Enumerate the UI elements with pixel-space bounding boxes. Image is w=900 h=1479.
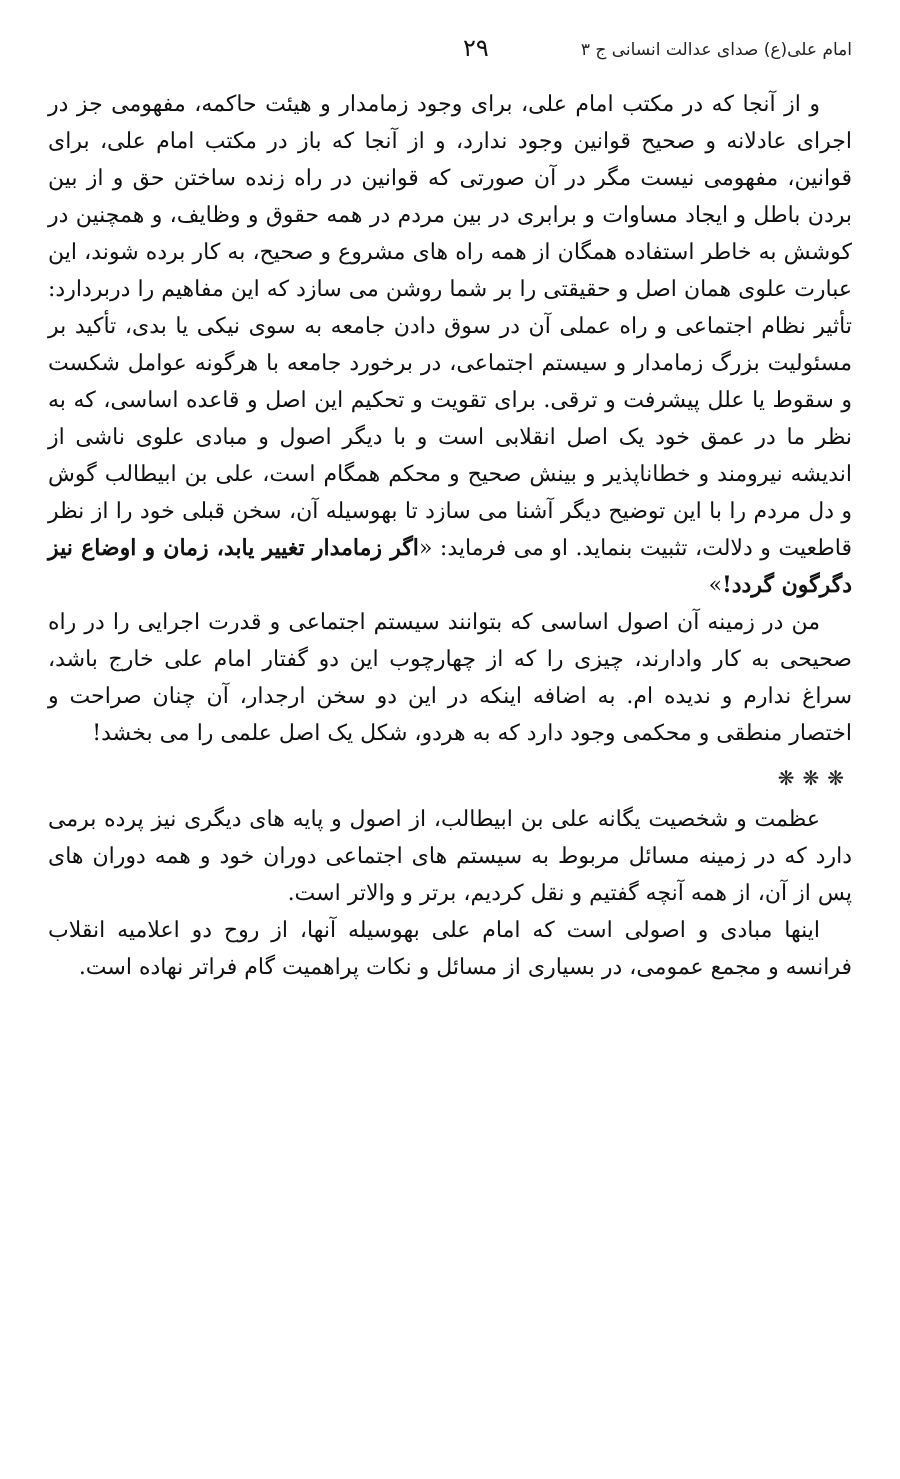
- section-separator: ❋❋❋: [777, 766, 852, 790]
- page-body: [48, 86, 852, 986]
- paragraph-1-text: و از آنجا که در مکتب امام علی، برای وجود زمامدار و هیئت حاکمه، مفهومی جز در اجرای عادلانه و صحیح قوانین وجود ندارد، و از آنجا که باز در مکتب امام علی، برای قوانین، مفهومی نیست مگر در آن صورتی که قوانین در راه زنده ساختن حق و از بین بردن باطل و ایجاد مساوات و برابری در بین مردم در همه حقوق و وظایف، و همچنین در کوشش به خاطر استفاده همگان از همه راه های مشروع و صحیح، به کار برده شوند، این عبارت علوی همان اصل و حقیقتی را بر شما روشن می سازد که این مفاهیم را دربردارد: تأثیر نظام اجتماعی و راه عملی آن در سوق دادن جامعه به سوی نیکی یا بدی، تأکید بر مسئولیت بزرگ زمامدار و سیستم اجتماعی، در برخورد جامعه با هرگونه عوامل شکست و سقوط یا علل پیشرفت و ترقی. برای تقویت و تحکیم این اصل و قاعده اساسی، که به نظر ما در عمق خود یک اصل انقلابی است و با دیگر اصول و مبادی علوی ناشی از اندیشه نیرومند و خطاناپذیر و بینش صحیح و محکم همگام است، علی بن ابیطالب گوش و دل مردم را با این توضیح دیگر آشنا می سازد تا بهوسیله آن، سخن قبلی خود را از نظر قاطعیت و دلالت، تثبیت بنماید. او می فرماید: «: [48, 92, 853, 561]
- closing-quote-mark: »: [708, 573, 723, 598]
- paragraph-2: من در زمینه آن اصول اساسی که بتوانند سیستم اجتماعی و قدرت اجرایی را در راه صحیحی به کار وادارند، چیزی را که از چهارچوب این دو گفتار امام علی خارج باشد، سراغ ندارم و ندیده ام. به اضافه اینکه در این دو سخن ارجدار، آن چنان صراحت و اختصار منطقی و محکمی وجود دارد که به هردو، شکل یک اصل علمی را می بخشد!: [48, 610, 852, 746]
- quoted-saying: اگر زمامدار تغییر یابد، زمان و اوضاع نیز دگرگون گردد!: [48, 535, 852, 598]
- page-number: ۲۹: [463, 34, 489, 62]
- paragraph-3: عظمت و شخصیت یگانه علی بن ابیطالب، از اصول و پایه های دیگری نیز پرده برمی دارد که در زمینه مسائل مربوط به سیستم های اجتماعی دوران خود و همه دوران های پس از آن، از همه آنچه گفتیم و نقل کردیم، برتر و والاتر است.: [48, 807, 852, 906]
- running-title: امام علی(ع) صدای عدالت انسانی ج ۳: [580, 40, 852, 60]
- paragraph-1: [48, 86, 852, 604]
- paragraph-4: اینها مبادی و اصولی است که امام علی بهوسیله آنها، از روح دو اعلامیه انقلاب فرانسه و مجمع عمومی، در بسیاری از مسائل و نکات پراهمیت گام فراتر نهاده است.: [48, 918, 852, 980]
- page-header: [48, 34, 852, 74]
